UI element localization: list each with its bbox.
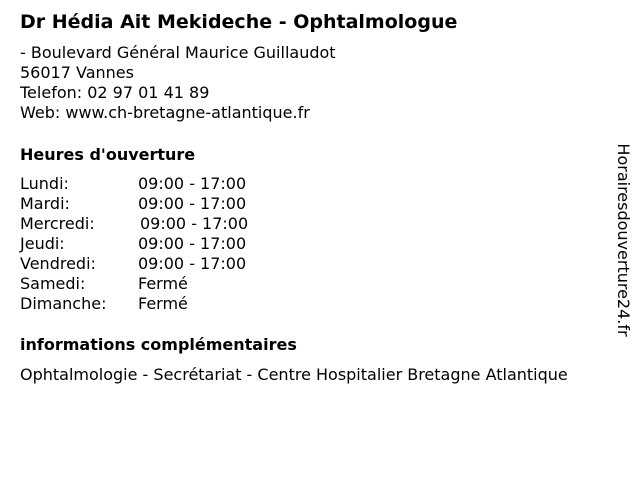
hours-row-tuesday bbox=[20, 194, 320, 214]
hours-row-saturday bbox=[20, 274, 320, 294]
info-heading: informations complémentaires bbox=[20, 335, 297, 354]
time-value: 09:00 - 17:00 bbox=[140, 214, 249, 233]
day-label: Samedi: bbox=[20, 274, 86, 293]
hours-row-friday bbox=[20, 254, 320, 274]
opening-hours-table bbox=[20, 174, 320, 314]
hours-row-thursday bbox=[20, 234, 320, 254]
hours-row-monday bbox=[20, 174, 320, 194]
day-label: Vendredi: bbox=[20, 254, 96, 273]
day-label: Jeudi: bbox=[20, 234, 65, 253]
info-text: Ophtalmologie - Secrétariat - Centre Hospitalier Bretagne Atlantique bbox=[20, 365, 568, 384]
day-label: Mardi: bbox=[20, 194, 70, 213]
page-title: Dr Hédia Ait Mekideche - Ophtalmologue bbox=[20, 11, 458, 33]
hours-row-wednesday bbox=[20, 214, 320, 234]
day-label: Lundi: bbox=[20, 174, 69, 193]
time-value: Fermé bbox=[138, 294, 188, 313]
watermark: Horairesdouverture24.fr bbox=[614, 143, 633, 337]
hours-heading: Heures d'ouverture bbox=[20, 145, 196, 164]
address-city: 56017 Vannes bbox=[20, 63, 134, 82]
time-value: 09:00 - 17:00 bbox=[138, 174, 247, 193]
phone-number: Telefon: 02 97 01 41 89 bbox=[20, 83, 210, 102]
time-value: 09:00 - 17:00 bbox=[138, 194, 247, 213]
day-label: Dimanche: bbox=[20, 294, 107, 313]
address-block bbox=[20, 43, 336, 123]
address-street: - Boulevard Général Maurice Guillaudot bbox=[20, 43, 336, 62]
hours-row-sunday bbox=[20, 294, 320, 314]
day-label: Mercredi: bbox=[20, 214, 95, 233]
time-value: 09:00 - 17:00 bbox=[138, 234, 247, 253]
time-value: Fermé bbox=[138, 274, 188, 293]
time-value: 09:00 - 17:00 bbox=[138, 254, 247, 273]
website: Web: www.ch-bretagne-atlantique.fr bbox=[20, 103, 310, 122]
